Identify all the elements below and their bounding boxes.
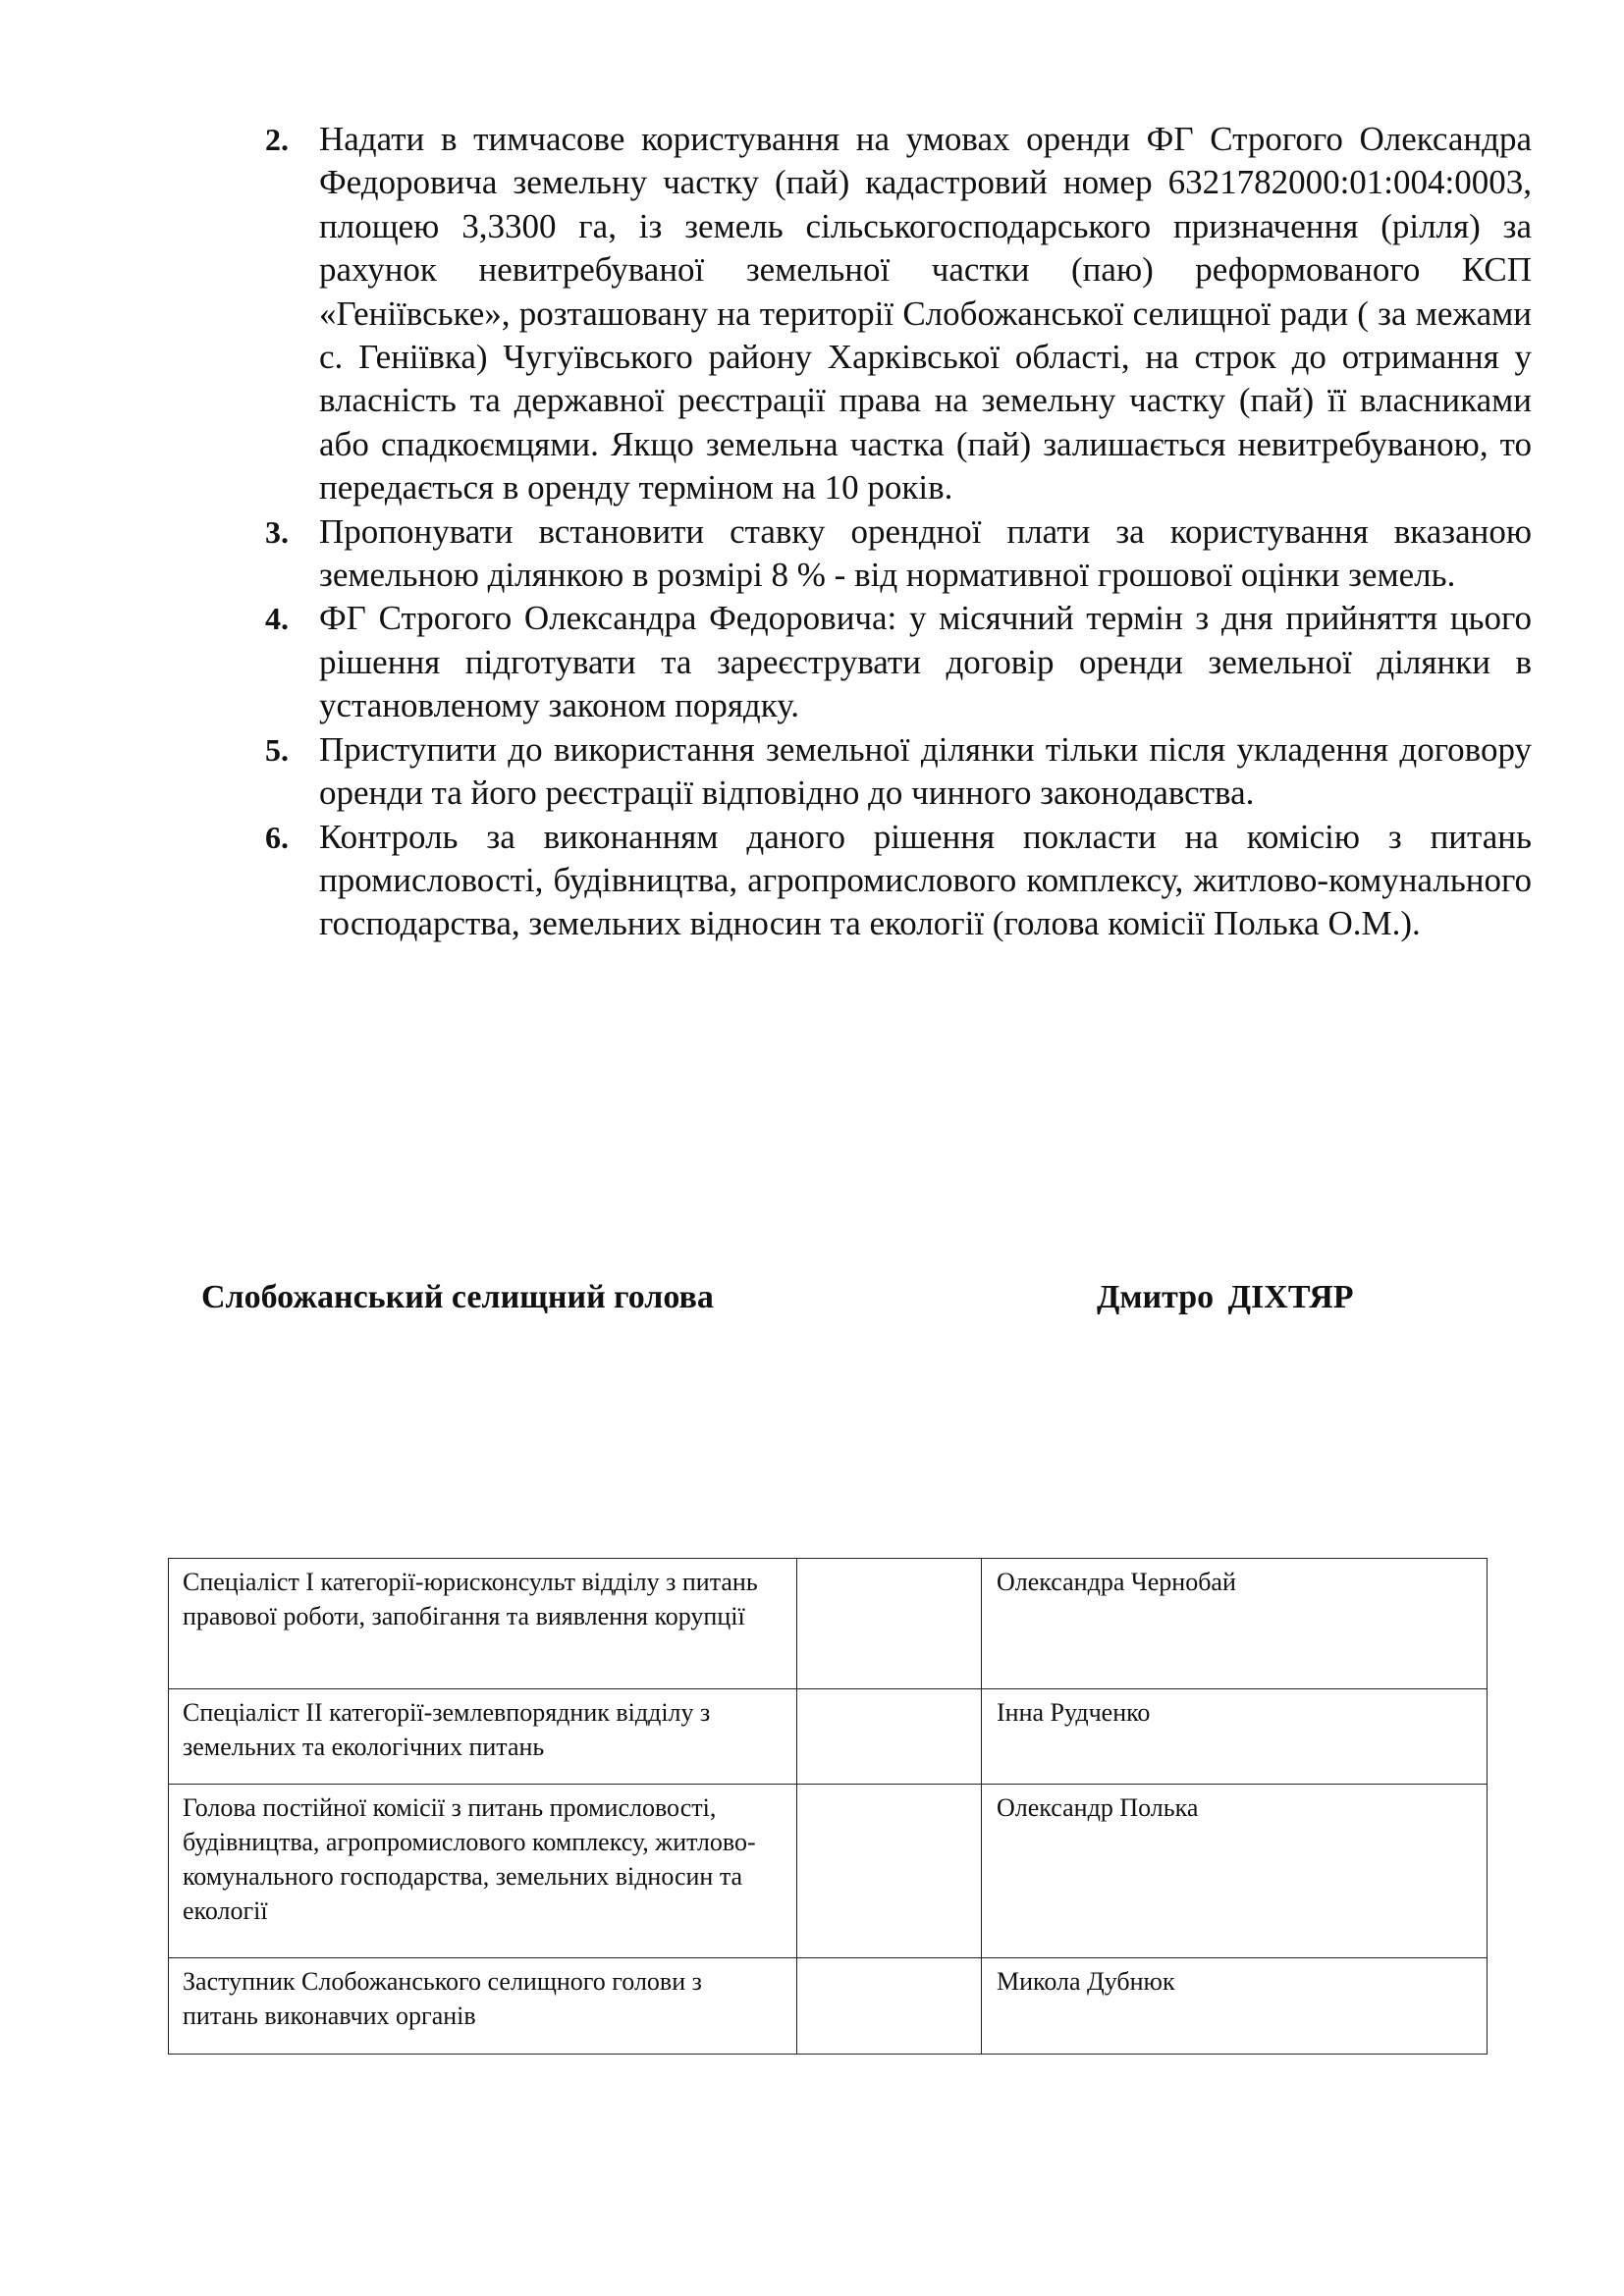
decision-item xyxy=(263,816,1532,946)
item-text: Приступити до використання земельної ділянки тільки після укладення договору оренди та його реєстрації відповідно до чинного законодавства. xyxy=(319,729,1532,813)
item-number: 4. xyxy=(265,601,289,637)
signature-cell xyxy=(797,1785,982,1958)
item-number: 6. xyxy=(265,819,289,855)
decision-item xyxy=(263,728,1532,816)
table-row xyxy=(169,1958,1488,2055)
item-text: ФГ Строгого Олександра Федоровича: у місячний термін з дня прийняття цього рішення підготувати та зареєструвати договір оренди земельної ділянки в установленому законом порядку. xyxy=(319,599,1532,725)
item-number: 2. xyxy=(265,122,289,157)
signature-cell xyxy=(797,1559,982,1689)
decision-item xyxy=(263,510,1532,598)
signature-cell xyxy=(797,1689,982,1785)
item-number: 3. xyxy=(265,513,289,550)
approver-name: Інна Рудченко xyxy=(982,1689,1488,1785)
item-number: 5. xyxy=(265,731,289,768)
decision-item xyxy=(263,118,1532,510)
approver-name: Олександр Полька xyxy=(982,1785,1488,1958)
decision-list xyxy=(263,118,1532,946)
approver-name: Олександра Чернобай xyxy=(982,1559,1488,1689)
approver-name: Микола Дубнюк xyxy=(982,1958,1488,2055)
item-text: Надати в тимчасове користування на умовах оренди ФГ Строгого Олександра Федоровича земельну частку (пай) кадастровий номер 6321782000:01:004:0003, площею 3,3300 га, із земель сільськогосподарського призначення (рілля) за рахунок невитребуваної земельної частки (паю) реформованого КСП «Геніївське», розташовану на території Слобожанської селищної ради ( за межами с. Геніївка) Чугуївського району Харківської області, на строк до отримання у власність та державної реєстрації права на земельну частку (пай) її власниками або спадкоємцями. Якщо земельна частка (пай) залишається невитребуваною, то передається в оренду терміном на 10 років. xyxy=(319,120,1532,507)
signature-cell xyxy=(797,1958,982,2055)
approver-role: Спеціаліст ІІ категорії-землевпорядник відділу з земельних та екологічних питань xyxy=(169,1689,797,1785)
table-row xyxy=(169,1785,1488,1958)
approver-role: Спеціаліст І категорії-юрисконсульт відділу з питань правової роботи, запобігання та виявлення корупції xyxy=(169,1559,797,1689)
approver-role: Голова постійної комісії з питань промисловості, будівництва, агропромислового комплексу, житлово-комунального господарства, земельних відносин та екології xyxy=(169,1785,797,1958)
item-text: Контроль за виконанням даного рішення покласти на комісію з питань промисловості, будівництва, агропромислового комплексу, житлово-комунального господарства, земельних відносин та екології (голова комісії Полька О.М.). xyxy=(319,817,1532,943)
signatory-name: Дмитро ДІХТЯР xyxy=(1097,1279,1354,1315)
decision-item xyxy=(263,597,1532,727)
table-row xyxy=(169,1559,1488,1689)
signatory-title: Слобожанський селищний голова xyxy=(201,1279,714,1315)
table-row xyxy=(169,1689,1488,1785)
approval-table xyxy=(168,1558,1488,2055)
item-text: Пропонувати встановити ставку орендної плати за користування вказаною земельною ділянкою в розмірі 8 % - від нормативної грошової оцінки земель. xyxy=(319,511,1532,595)
approver-role: Заступник Слобожанського селищного голови з питань виконавчих органів xyxy=(169,1958,797,2055)
